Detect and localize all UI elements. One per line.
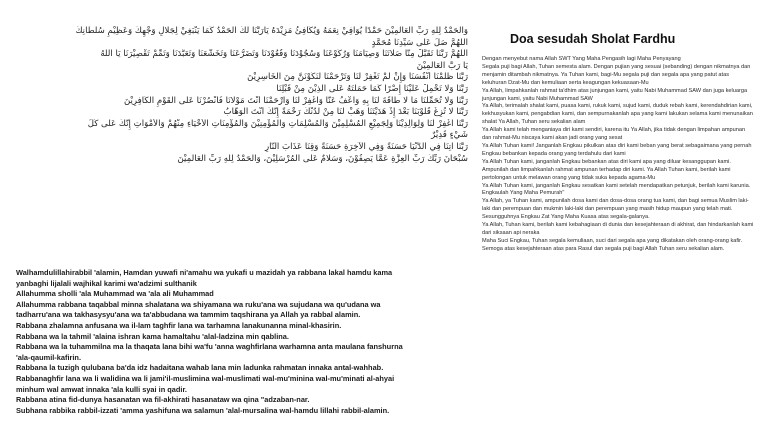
indonesian-translation xyxy=(482,56,754,254)
arabic-line: رَبَّنَا وَلَا تَحْمِلْ عَلَيْنَا إِصْرًا كَمَا حَمَلْتَهُ عَلَى الَّذِيْنَ مِنْ قَبْلِنَا xyxy=(276,83,468,94)
arabic-line: شَيْءٍ قَدِيْرٌ xyxy=(431,130,468,141)
latin-line: minhum wal amwat innaka 'ala kulli syai in qadir. xyxy=(16,384,187,394)
latin-line: tadharru'ana wa takhasysyu'ana wa ta'abbudana wa tammim taqshirana ya Allah ya rabbal alamin. xyxy=(16,310,361,320)
arabic-line: رَبَّنَا ظَلَمْنَا أَنْفُسَنَا وَإِنْ لَمْ تَغْفِرْ لَنَا وَتَرْحَمْنَا لَنَكُوْنَنَّ مِنَ الْخَاسِرِيْنَ xyxy=(247,72,468,83)
arabic-line: سُبْحَانَ رَبِّكَ رَبِّ الْعِزَّةِ عَمَّا يَصِفُوْنَ، وَسَلَامٌ عَلَى الْمُرْسَلِيْنَ، وَالْحَمْدُ لِلّٰهِ رَبِّ الْعَالَمِيْنَ xyxy=(177,153,468,164)
latin-transliteration xyxy=(16,268,468,416)
prayer-text-column xyxy=(16,26,468,416)
translation-paragraph: Ya Allah Tuhan kami, janganlah Engkau sesatkan kami setelah mendapatkan petunjuk, berilah kami karunia. Engkaulah Yang Maha Pemurah" xyxy=(482,182,751,197)
translation-paragraph: Ya Allah Tuhan kami, janganlah Engkau bebankan atas diri kami apa yang diluar kesanggupan kami. Ampunilah dan limpahkanlah rahmat ampunan terhadap diri kami. Ya Allah Tuhan kami, berilah kami pertolongan untuk melawan orang yang tidak suka kepada agama-Mu xyxy=(482,158,731,181)
arabic-line: رَبَّنَا اغْفِرْ لَنَا وَلِوَالِدِيْنَا وَلِجَمِيْعِ الْمُسْلِمِيْنَ وَالْمُسْلِمَاتِ وَالْمُؤْمِنِيْنَ وَالْمُؤْمِنَاتِ الْأَحْيَاءِ مِنْهُمْ وَالْأَمْوَاتِ إِنَّكَ عَلٰى كُلِّ xyxy=(87,118,468,129)
translation-paragraph: Ya Allah, limpahkanlah rahmat ta'dhim atas junjungan kami, yaitu Nabi Muhammad SAW dan juga keluarga junjungan kami, yaitu Nabi Muhammad SAW xyxy=(482,87,748,102)
latin-line: Rabbanaghfir lana wa li walidina wa li jami'il-muslimina wal-muslimati wal-mu'minina wal-mu'minati al-ahyai xyxy=(16,373,395,383)
latin-line: Rabbana zhalamna anfusana wa il-lam taghfir lana wa tarhamna lanakunanna minal-khasirin. xyxy=(16,320,342,330)
arabic-line: اَللّٰهُمَّ صَلِّ عَلٰى سَيِّدِنَا مُحَمَّدٍ xyxy=(371,37,468,48)
translation-paragraph: Ya Allah, ya Tuhan kami, ampunilah dosa kami dan dosa-dosa orang tua kami, dan bagi semua Muslim laki-laki dan perempuan dan mukmin laki-laki dan perempuan yang masih hidup maupun yang telah mati. Sesungguhnya Engkau Zat Yang Maha Kuasa atas segala-galanya. xyxy=(482,198,749,221)
arabic-line: وَالْحَمْدُ لِلّٰهِ رَبِّ الْعَالَمِيْنَ حَمْدًا يُوَافِيْ نِعَمَهُ وَيُكَافِئُ مَزِيْدَهُ يَارَبَّنَا لَكَ الْحَمْدُ كَمَا يَنْبَغِيْ لِجَلَالِ وَجْهِكَ وَعَظِيْمِ سُلْطَانِكَ xyxy=(75,26,468,36)
page-title: Doa sesudah Sholat Fardhu xyxy=(510,32,676,46)
latin-line: Allahumma rabbana taqabbal minna shalatana wa shiyamana wa ruku'ana wa sujudana wa qu'udana wa xyxy=(16,299,381,309)
latin-line: Rabbana wa la tahmil 'alaina ishran kama hamaltahu 'alal-ladzina min qablina. xyxy=(16,331,289,341)
translation-paragraph: Segala puji bagi Allah, Tuhan semesta alam. Dengan pujian yang sesuai (sebanding) dengan nikmatnya dan menjamin ditambah nikmatnya. Ya Tuhan kami, bagi-Mu segala puji dan segala apa yang patut atas keluhuran Dzat-Mu dan kemuliaan serta keagungan kekuasaan-Mu xyxy=(482,63,751,86)
translation-paragraph: Ya Allah, Tuhan kami, berilah kami kebahagiaan di dunia dan kesejahteraan di akhirat, dan hindarkanlah kami dari siksaan api neraka xyxy=(482,222,754,236)
latin-line: Rabbana atina fid-dunya hasanatan wa fil-akhirati hasanataw wa qina "adzaban-nar. xyxy=(16,395,310,405)
arabic-line: يَا رَبَّ الْعَالَمِيْنَ xyxy=(416,60,468,71)
latin-line: 'ala-qaumil-kafirin. xyxy=(16,352,82,362)
latin-line: Allahumma sholli 'ala Muhammad wa 'ala ali Muhammad xyxy=(16,289,214,299)
arabic-line: رَبَّنَا وَلَا تُحَمِّلْنَا مَا لَا طَاقَةَ لَنَا بِهِ وَاعْفُ عَنَّا وَاغْفِرْ لَنَا وَارْحَمْنَا أَنْتَ مَوْلَانَا فَانْصُرْنَا عَلَى الْقَوْمِ الْكَافِرِيْنَ xyxy=(124,95,468,106)
translation-paragraph: Ya Allah kami telah menganiaya diri kami sendiri, karena itu Ya Allah, jika tidak dengan limpahan ampunan dan rahmat-Mu niscaya kami akan jadi orang yang sesat xyxy=(482,127,746,142)
arabic-line: رَبَّنَا آتِنَا فِي الدُّنْيَا حَسَنَةً وَفِي الْآخِرَةِ حَسَنَةً وَقِنَا عَذَابَ النَّارِ xyxy=(264,141,468,152)
arabic-prayer-text xyxy=(16,26,468,196)
latin-line: Rabbana la tuzigh qulubana ba'da idz hadaitana wahab lana min ladunka rahmatan innaka antal-wahhab. xyxy=(16,363,384,373)
latin-line: Subhana rabbika rabbil-izzati 'amma yashifuna wa salamun 'alal-mursalina wal-hamdu lillahi rabbil-alamin. xyxy=(16,405,390,415)
translation-paragraph: Dengan menyebut nama Allah SWT Yang Maha Pengasih lagi Maha Penyayang xyxy=(482,56,681,62)
latin-line: Rabbana wa la tuhammilna ma la thaqata lana bihi wa'fu 'anna waghfirlana warhamna anta maulana fanshurna xyxy=(16,342,403,352)
latin-line: yanbaghi lijalali wajhikal karimi wa'adzimi sulthanik xyxy=(16,278,197,288)
translation-paragraph: Maha Suci Engkau, Tuhan segala kemuliaan, suci dari segala apa yang dikatakan oleh orang-orang kafir. Semoga atas kesejahteraan atas para Rasul dan segala puji bagi Allah Tuhan seru sekalian alam. xyxy=(482,237,743,252)
translation-paragraph: Ya Allah, terimalah shalat kami, puasa kami, rukuk kami, sujud kami, duduk rebah kami, kerendahdirian kami, kekhusyukan kami, pengabdian kami, dan sempurnakanlah apa yang kami lakukan selama kami menunaikan shalat Ya Allah, Tuhan seru sekalian alam xyxy=(482,103,753,126)
translation-paragraph: Ya Allah Tuhan kami! Janganlah Engkau pikulkan atas diri kami beban yang berat sebagaimana yang pernah Engkau bebankan kepada orang yang terdahulu dari kami xyxy=(482,142,752,157)
latin-line: Walhamdulillahirabbil 'alamin, Hamdan yuwafi ni'amahu wa yukafi u mazidah ya rabbana lakal hamdu kama xyxy=(16,268,393,277)
arabic-line: رَبَّنَا لَا تُزِغْ قُلُوْبَنَا بَعْدَ إِذْ هَدَيْتَنَا وَهَبْ لَنَا مِنْ لَدُنْكَ رَحْمَةً إِنَّكَ أَنْتَ الْوَهَّابُ xyxy=(223,107,468,118)
arabic-line: اَللّٰهُمَّ رَبَّنَا تَقَبَّلْ مِنَّا صَلَاتَنَا وَصِيَامَنَا وَرُكُوْعَنَا وَسُجُوْدَنَا وَقُعُوْدَنَا وَتَضَرُّعَنَا وَتَخَشُّعَنَا وَتَعَبُّدَنَا وَتَمِّمْ تَقْصِيْرَنَا يَا اَللّٰهُ xyxy=(100,49,468,60)
